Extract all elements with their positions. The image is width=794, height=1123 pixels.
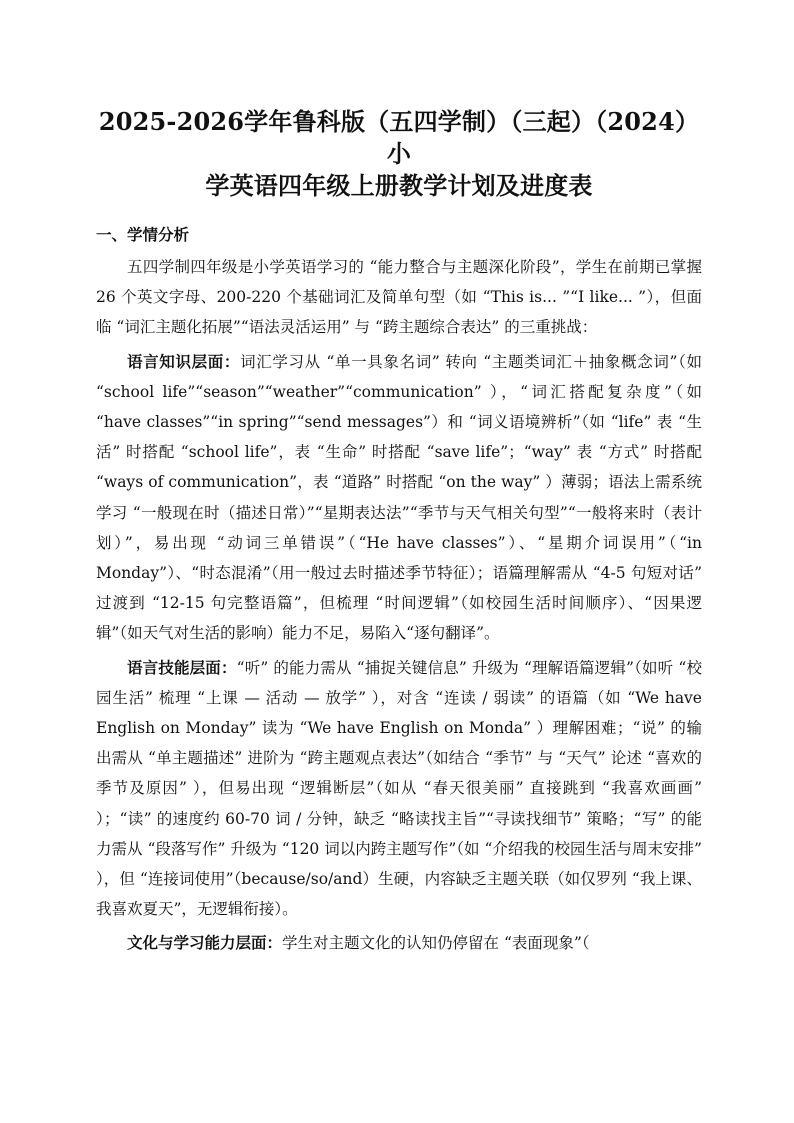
language-knowledge-lead: 语言知识层面： (127, 351, 241, 371)
language-knowledge-paragraph (96, 347, 702, 649)
language-skills-paragraph (96, 653, 702, 925)
culture-paragraph (96, 928, 702, 958)
intro-paragraph: 五四学制四年级是小学英语学习的 “能力整合与主题深化阶段”，学生在前期已掌握 26 个英文字母、200-220 个基础词汇及简单句型（如 “This is... ”“I like... ”），但面临 “词汇主题化拓展”“语法灵活运用” 与 “跨主题综合表达” 的三重挑战： (96, 258, 702, 337)
language-knowledge-body: 词汇学习从 “单一具象名词” 转向 “主题类词汇＋抽象概念词”（如 “school life”“season”“weather”“communication” ），“词汇搭配复杂度”（如 “have classes”“in spring”“send messages”）和 “词义语境辨析”（如 “life” 表 “生活” 时搭配 “school life”，表 “生命” 时搭配 “save life”；“way” 表 “方式” 时搭配 “ways of communication”，表 “道路” 时搭配 “on the way” ）薄弱；语法上需系统学习 “一般现在时（描述日常）”“星期表达法”“季节与天气相关句型”“一般将来时（表计划）”，易出现 “动词三单错误”（“He have classes”）、“星期介词误用”（“in Monday”）、“时态混淆”（用一般过去时描述季节特征）；语篇理解需从 “4-5 句短对话” 过渡到 “12-15 句完整语篇”，但梳理 “时间逻辑”（如校园生活时间顺序）、“因果逻辑”（如天气对生活的影响）能力不足，易陷入“逐句翻译”。 (96, 352, 702, 643)
document-title (96, 106, 702, 202)
title-line-2: 学英语四年级上册教学计划及进度表 (205, 171, 593, 200)
culture-body: 学生对主题文化的认知仍停留在 “表面现象”（ (282, 934, 590, 953)
culture-lead: 文化与学习能力层面： (127, 933, 283, 953)
section-heading-learner-analysis: 一、学情分析 (96, 225, 190, 244)
language-skills-lead: 语言技能层面： (127, 657, 237, 677)
language-skills-body: “听” 的能力需从 “捕捉关键信息” 升级为 “理解语篇逻辑”（如听 “校园生活” 梳理 “上课 — 活动 — 放学” ），对含 “连读 / 弱读” 的语篇（如 “We have English on Monday” 读为 “We have English on Monda” ）理解困难；“说” 的输出需从 “单主题描述” 进阶为 “跨主题观点表达”（如结合 “季节” 与 “天气” 论述 “喜欢的季节及原因” ），但易出现 “逻辑断层”（如从 “春天很美丽” 直接跳到 “我喜欢画画” ）；“读” 的速度约 60-70 词 / 分钟，缺乏 “略读找主旨”“寻读找细节” 策略；“写” 的能力需从 “段落写作” 升级为 “120 词以内跨主题写作”（如 “介绍我的校园生活与周末安排” ），但 “连接词使用”（because/so/and）生硬，内容缺乏主题关联（如仅罗列 “我上课、我喜欢夏天”，无逻辑衔接）。 (96, 658, 702, 919)
title-line-1: 2025-2026学年鲁科版（五四学制）（三起）（2024）小 (98, 107, 700, 168)
